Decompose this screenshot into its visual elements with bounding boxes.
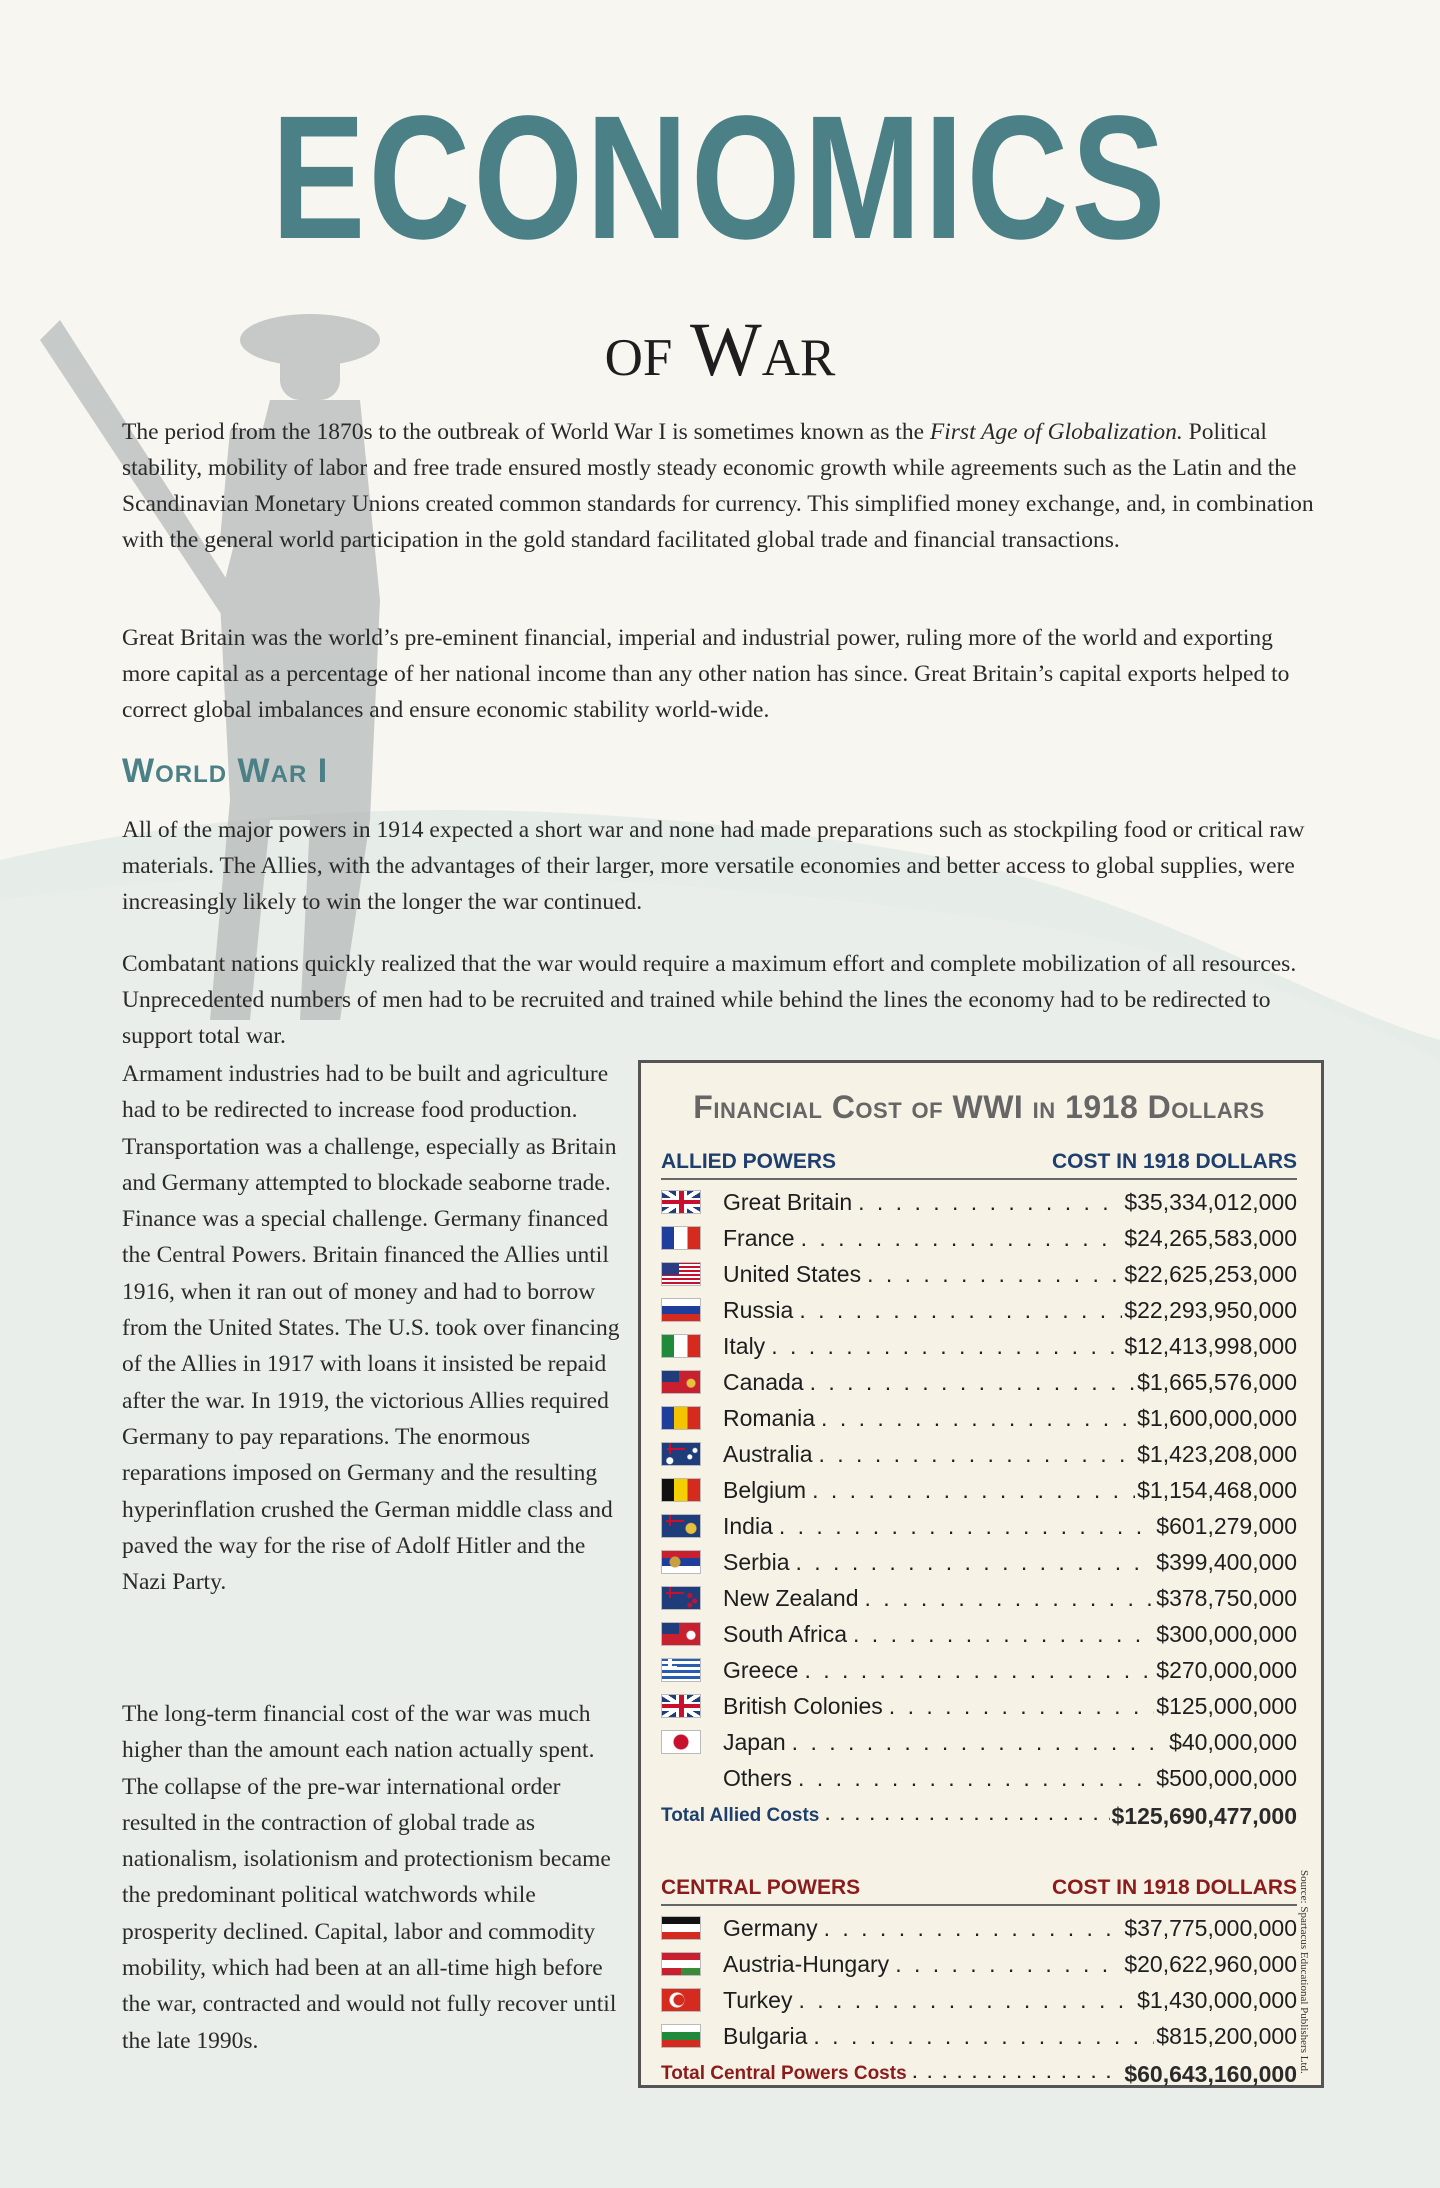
source-credit: Source: Spartacus Educational Publishers Ltd. <box>1298 1870 1310 2074</box>
intro-text-start: The period from the 1870s to the outbreak of World War I is sometimes known as the <box>122 419 930 445</box>
leader-dots <box>804 1657 1154 1684</box>
flag-icon <box>661 1658 701 1682</box>
cost-amount: $1,430,000,000 <box>1137 1986 1297 2013</box>
leader-dots <box>889 1693 1155 1720</box>
country-name: Bulgaria <box>723 2022 808 2049</box>
table-row <box>661 1946 1297 1982</box>
cost-amount: $24,265,583,000 <box>1124 1224 1297 1251</box>
leader-dots <box>779 1513 1154 1540</box>
table-row <box>661 1328 1297 1364</box>
cost-amount: $1,423,208,000 <box>1137 1440 1297 1467</box>
mobilization-paragraph: Combatant nations quickly realized that the war would require a maximum effort and complete mobilization of all resources. Unprecedented numbers of men had to be recruited and trained while behind the lines the economy had to be redirected to support total war. <box>122 951 1297 1049</box>
central-total-row <box>661 2054 1297 2094</box>
country-name: Belgium <box>723 1476 807 1503</box>
leader-dots <box>824 1915 1123 1942</box>
country-name: France <box>723 1224 795 1251</box>
leader-dots <box>810 1369 1136 1396</box>
country-name: British Colonies <box>723 1692 883 1719</box>
leader-dots <box>865 1585 1155 1612</box>
intro-text-end: Political stability, mobility of labor and free trade ensured mostly steady economic growth while agreements such as the Latin and the Scandinavian Monetary Unions created common standards for currency. This simplified money exchange, and, in combination with the general world participation in the gold standard facilitated global trade and financial transactions. <box>122 419 1314 553</box>
country-name: Great Britain <box>723 1188 853 1215</box>
leader-dots <box>795 1549 1154 1576</box>
allied-cost-header: COST IN 1918 DOLLARS <box>1051 1150 1297 1173</box>
cost-amount: $12,413,998,000 <box>1124 1332 1297 1359</box>
table-title: Financial Cost of WWI in 1918 Dollars <box>693 1089 1265 1125</box>
flag-icon <box>661 1514 701 1538</box>
flag-icon <box>661 1586 701 1610</box>
flag-placeholder <box>661 1766 701 1790</box>
table-row <box>661 1688 1297 1724</box>
allied-header: ALLIED POWERS <box>661 1150 837 1173</box>
country-name: Australia <box>723 1440 813 1467</box>
table-row <box>661 1544 1297 1580</box>
table-row <box>661 1256 1297 1292</box>
central-cost-header: COST IN 1918 DOLLARS <box>1051 1876 1297 1899</box>
table-row <box>661 1982 1297 2018</box>
leader-dots <box>818 1441 1135 1468</box>
cost-amount: $22,625,253,000 <box>1124 1260 1297 1287</box>
flag-icon <box>661 2024 701 2048</box>
flag-icon <box>661 1334 701 1358</box>
leader-dots <box>853 1621 1154 1648</box>
table-row <box>661 1724 1297 1760</box>
cost-amount: $815,200,000 <box>1156 2022 1297 2049</box>
leader-dots <box>798 1765 1154 1792</box>
section-heading: World War I <box>122 752 329 790</box>
cost-amount: $20,622,960,000 <box>1124 1950 1297 1977</box>
cost-amount: $378,750,000 <box>1156 1584 1297 1611</box>
allied-total-label: Total Allied Costs <box>661 1805 820 1826</box>
leader-dots <box>825 1807 1109 1825</box>
leader-dots <box>798 1987 1135 2014</box>
table-row <box>661 1436 1297 1472</box>
cost-amount: $40,000,000 <box>1169 1728 1297 1755</box>
cost-amount: $22,293,950,000 <box>1124 1296 1297 1323</box>
leader-dots <box>799 1297 1122 1324</box>
cost-amount: $35,334,012,000 <box>1124 1188 1297 1215</box>
table-row <box>661 1220 1297 1256</box>
leader-dots <box>792 1729 1167 1756</box>
table-row <box>661 1760 1297 1796</box>
intro-paragraph <box>122 414 1320 558</box>
allied-rows <box>661 1184 1297 1796</box>
table-row <box>661 1184 1297 1220</box>
country-name: United States <box>723 1260 862 1287</box>
flag-icon <box>661 1370 701 1394</box>
flag-icon <box>661 1988 701 2012</box>
country-name: South Africa <box>723 1620 848 1647</box>
flag-icon <box>661 1550 701 1574</box>
cost-amount: $1,154,468,000 <box>1137 1476 1297 1503</box>
central-total-label: Total Central Powers Costs <box>661 2063 907 2084</box>
flag-icon <box>661 1478 701 1502</box>
table-row <box>661 1364 1297 1400</box>
leader-dots <box>771 1333 1122 1360</box>
country-name: Serbia <box>723 1548 790 1575</box>
cost-amount: $1,665,576,000 <box>1137 1368 1297 1395</box>
central-total-amount: $60,643,160,000 <box>1124 2060 1297 2087</box>
table-row <box>661 1580 1297 1616</box>
cost-amount: $601,279,000 <box>1156 1512 1297 1539</box>
allied-header-row <box>661 1150 1297 1180</box>
table-row <box>661 1910 1297 1946</box>
flag-icon <box>661 1406 701 1430</box>
table-row <box>661 1616 1297 1652</box>
table-row <box>661 1652 1297 1688</box>
cost-amount: $1,600,000,000 <box>1137 1404 1297 1431</box>
table-row <box>661 1508 1297 1544</box>
central-header-row <box>661 1876 1297 1906</box>
allied-total-row <box>661 1796 1297 1836</box>
cost-amount: $37,775,000,000 <box>1124 1914 1297 1941</box>
flag-icon <box>661 1952 701 1976</box>
country-name: New Zealand <box>723 1584 859 1611</box>
flag-icon <box>661 1442 701 1466</box>
cost-amount: $270,000,000 <box>1156 1656 1297 1683</box>
country-name: Austria-Hungary <box>723 1950 890 1977</box>
leader-dots <box>858 1189 1122 1216</box>
country-name: Others <box>723 1764 793 1791</box>
country-name: Canada <box>723 1368 804 1395</box>
country-name: Russia <box>723 1296 794 1323</box>
flag-icon <box>661 1298 701 1322</box>
country-name: Romania <box>723 1404 816 1431</box>
allied-total-amount: $125,690,477,000 <box>1111 1802 1297 1829</box>
page-subtitle: of War <box>604 308 836 392</box>
leader-dots <box>895 1951 1122 1978</box>
leader-dots <box>801 1225 1123 1252</box>
leader-dots <box>913 2065 1123 2083</box>
flag-icon <box>661 1226 701 1250</box>
flag-icon <box>661 1916 701 1940</box>
cost-amount: $500,000,000 <box>1156 1764 1297 1791</box>
ww1-paragraph: All of the major powers in 1914 expected a short war and none had made preparations such as stockpiling food or critical raw materials. The Allies, with the advantages of their larger, more versatile economies and better access to global supplies, were increasingly likely to win the longer the war continued. <box>122 817 1305 915</box>
flag-icon <box>661 1730 701 1754</box>
central-rows <box>661 1910 1297 2054</box>
intro-italic-term: First Age of Globalization. <box>929 419 1183 445</box>
flag-icon <box>661 1622 701 1646</box>
country-name: Italy <box>723 1332 766 1359</box>
flag-icon <box>661 1190 701 1214</box>
country-name: Germany <box>723 1914 818 1941</box>
table-row <box>661 1472 1297 1508</box>
long-term-cost-paragraph: The long-term financial cost of the war was much higher than the amount each nation actually spent. The collapse of the pre-war international order resulted in the contraction of global trade as nationalism, isolationism and protectionism became the predominant political watchwords while prosperity declined. Capital, labor and commodity mobility, which had been at an all-time high before the war, contracted and would not fully recover until the late 1990s. <box>122 1701 617 2054</box>
central-header: CENTRAL POWERS <box>661 1876 861 1899</box>
table-row <box>661 1400 1297 1436</box>
leader-dots <box>821 1405 1135 1432</box>
cost-amount: $125,000,000 <box>1156 1692 1297 1719</box>
cost-table-panel <box>638 1060 1324 2088</box>
britain-paragraph: Great Britain was the world’s pre-eminent financial, imperial and industrial power, ruling more of the world and exporting more capital as a percentage of her national income than any other nation has since. Great Britain’s capital exports helped to correct global imbalances and ensure economic stability world-wide. <box>122 625 1290 723</box>
flag-icon <box>661 1262 701 1286</box>
leader-dots <box>813 2023 1154 2050</box>
page-title: ECONOMICS <box>271 80 1169 276</box>
cost-amount: $399,400,000 <box>1156 1548 1297 1575</box>
country-name: Japan <box>723 1728 786 1755</box>
flag-icon <box>661 1694 701 1718</box>
leader-dots <box>867 1261 1122 1288</box>
cost-amount: $300,000,000 <box>1156 1620 1297 1647</box>
finance-paragraph: Armament industries had to be built and agriculture had to be redirected to increase food production. Transportation was a challenge, especially as Britain and Germany attempted to blockade seaborne trade. Finance was a special challenge. Germany financed the Central Powers. Britain financed the Allies until 1916, when it ran out of money and had to borrow from the United States. The U.S. took over financing of the Allies in 1917 with loans it insisted be repaid after the war. In 1919, the victorious Allies required Germany to pay reparations. The enormous reparations imposed on Germany and the resulting hyperinflation crushed the German middle class and paved the way for the rise of Adolf Hitler and the Nazi Party. <box>122 1061 620 1596</box>
country-name: Turkey <box>723 1986 793 2013</box>
leader-dots <box>812 1477 1135 1504</box>
table-row <box>661 1292 1297 1328</box>
country-name: India <box>723 1512 773 1539</box>
country-name: Greece <box>723 1656 799 1683</box>
table-row <box>661 2018 1297 2054</box>
